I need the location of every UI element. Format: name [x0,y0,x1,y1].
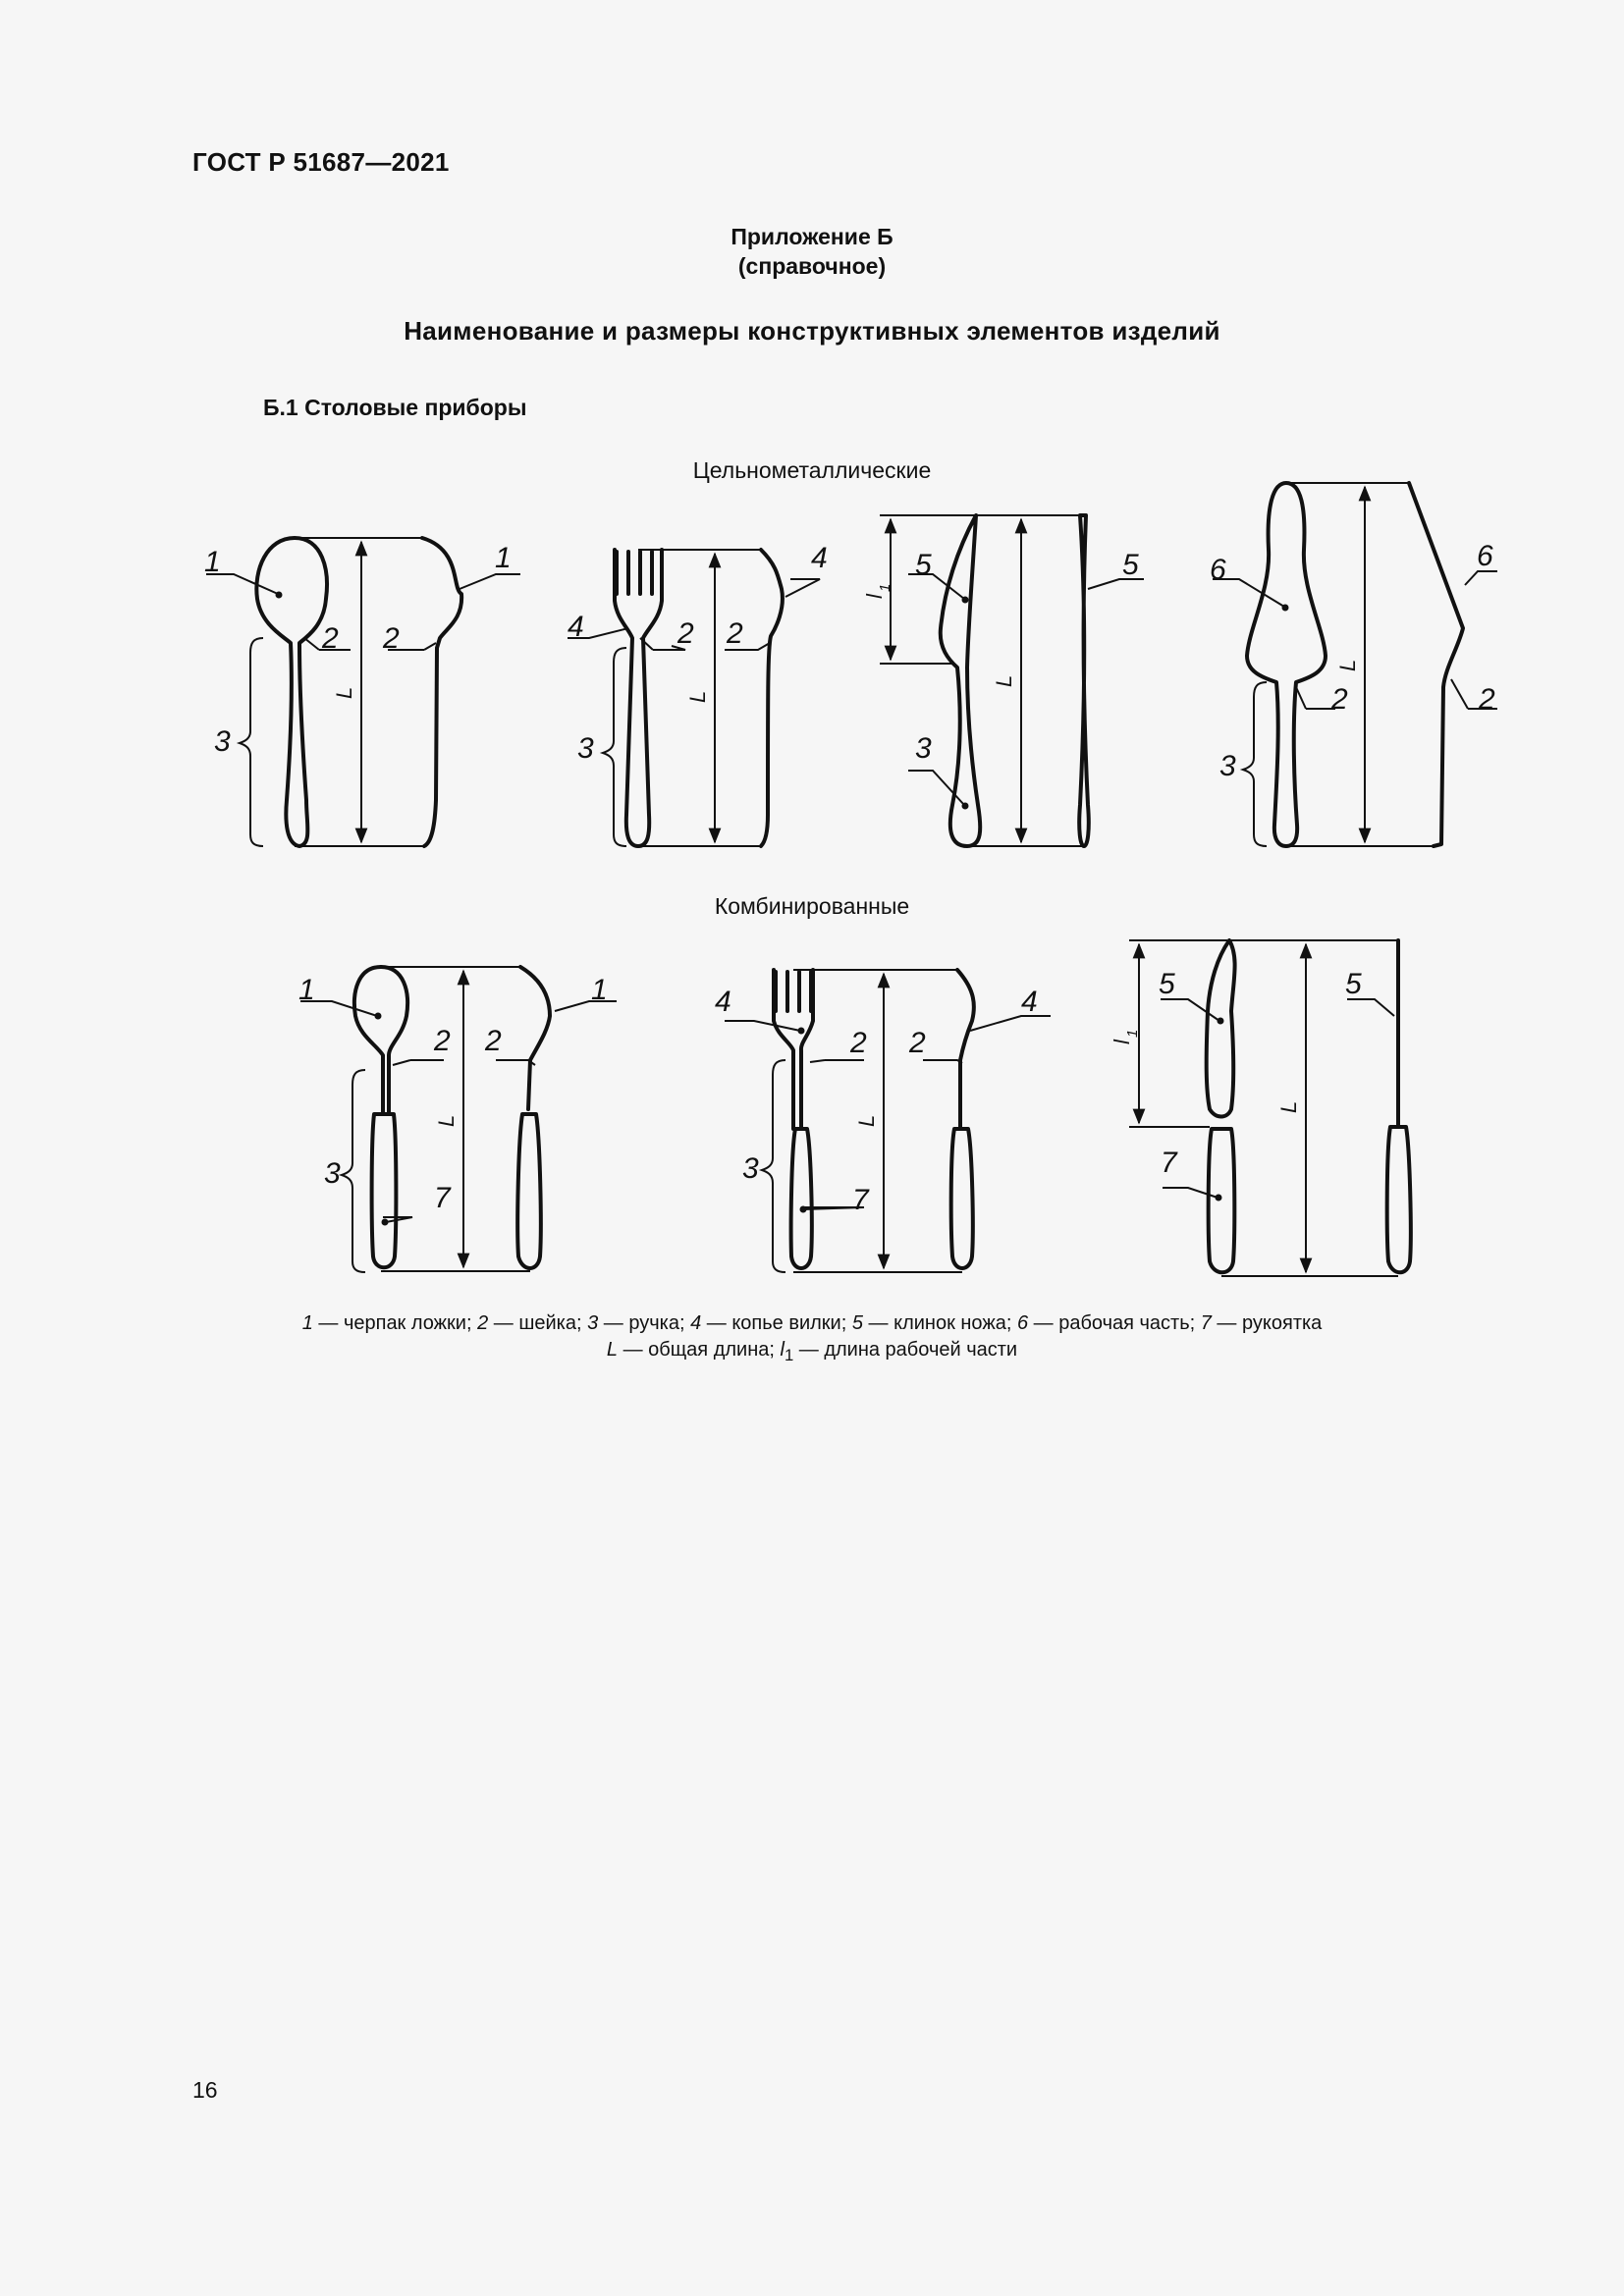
knife-front-drawing [941,515,981,846]
figure-legend-line-2: L — общая длина; $l_1$ — длина рабочей части [606,1339,1018,1364]
dim-total-length: L [992,674,1016,687]
dim-total-length: L [1276,1100,1301,1113]
appendix-label: Приложение Б [731,224,893,249]
callout-1: 1 [298,974,315,1006]
callout-7: 7 [852,1184,869,1216]
fork-front-drawing [615,550,662,846]
spoon-front-drawing [256,538,327,846]
dim-work-length-subscript: 1 [877,583,893,592]
combined-fork-side-drawing [951,970,974,1268]
callout-3: 3 [915,732,932,765]
callout-7: 7 [434,1182,451,1214]
knife-side-drawing [1079,515,1089,846]
combined-knife-front-drawing [1207,940,1235,1272]
callout-1: 1 [591,974,608,1006]
callout-5: 5 [1345,968,1362,1000]
callout-2: 2 [1479,683,1495,716]
appendix-type: (справочное) [737,253,887,279]
dim-total-length: L [332,686,356,699]
page-number: 16 [192,2077,218,2103]
group-caption-all-metal: Цельнометаллические [692,457,932,483]
callout-7: 7 [1161,1147,1177,1179]
dim-work-length: l [862,594,887,599]
callout-2: 2 [727,617,743,650]
dim-total-length: L [854,1114,879,1127]
callout-2: 2 [485,1025,502,1057]
dim-work-length: l [1110,1040,1134,1044]
callout-3: 3 [324,1157,341,1190]
callout-2: 2 [1331,683,1348,716]
callout-4: 4 [1021,986,1038,1018]
callout-3: 3 [742,1152,759,1185]
spoon-side-drawing [422,538,461,846]
combined-knife-side-drawing [1387,940,1411,1272]
callout-6: 6 [1477,540,1493,572]
combined-spoon-side-drawing [517,967,550,1268]
callout-2: 2 [909,1027,926,1059]
document-header: ГОСТ Р 51687—2021 [192,147,450,177]
callout-5: 5 [1159,968,1175,1000]
callout-5: 5 [1122,549,1139,581]
callout-3: 3 [214,725,231,758]
callout-6: 6 [1210,554,1226,586]
figure-legend-line-1: 1 — черпак ложки; 2 — шейка; 3 — ручка; 4 — копье вилки; 5 — клинок ножа; 6 — рабочая часть; 7 — рукоятка [301,1312,1323,1334]
dim-total-length: L [1335,659,1360,671]
callout-2: 2 [850,1027,867,1059]
callout-5: 5 [915,549,932,581]
group-caption-combined: Комбинированные [714,893,910,919]
callout-2: 2 [677,617,694,650]
section-heading: Б.1 Столовые приборы [263,395,527,420]
server-side-drawing [1409,483,1463,846]
callout-2: 2 [322,622,339,655]
dim-work-length-subscript: 1 [1124,1029,1141,1038]
callout-2: 2 [383,622,400,655]
fork-side-drawing [761,550,783,846]
callout-4: 4 [715,986,731,1018]
callout-1: 1 [495,542,512,574]
callout-4: 4 [811,542,828,574]
callout-3: 3 [577,732,594,765]
dim-total-length: L [685,690,710,703]
server-front-drawing [1247,483,1326,846]
appendix-title: Наименование и размеры конструктивных элементов изделий [404,316,1220,346]
callout-3: 3 [1219,750,1236,782]
combined-fork-front-drawing [774,970,813,1268]
callout-1: 1 [204,546,221,578]
dim-total-length: L [434,1114,459,1127]
callout-2: 2 [434,1025,451,1057]
callout-4: 4 [568,611,584,643]
